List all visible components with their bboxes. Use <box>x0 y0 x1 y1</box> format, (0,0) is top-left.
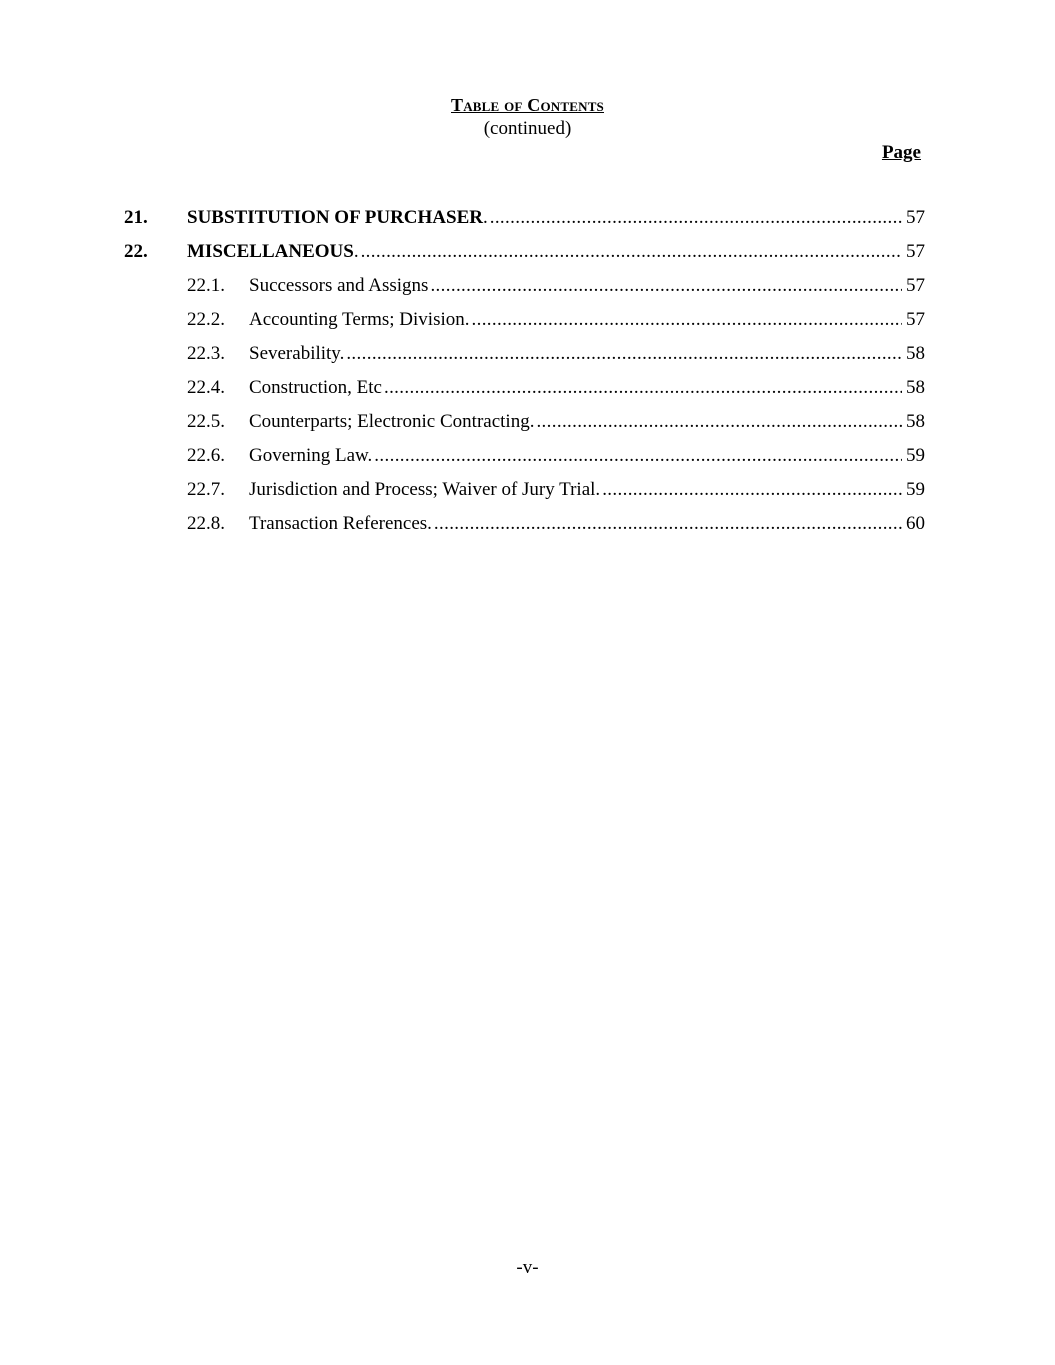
toc-entry-22-6[interactable] <box>0 443 1055 469</box>
toc-entry-number: 22.1. <box>187 275 225 296</box>
dot-leader <box>490 205 902 231</box>
toc-entry-22-8[interactable] <box>0 511 1055 537</box>
toc-entry-title: Counterparts; Electronic Contracting. <box>249 411 535 432</box>
toc-entry-title: MISCELLANEOUS <box>187 241 354 262</box>
toc-entry-page: 57 <box>906 309 925 330</box>
toc-entry-title: Severability. <box>249 343 345 364</box>
toc-entry-page: 58 <box>906 377 925 398</box>
toc-entry-page: 59 <box>906 445 925 466</box>
dot-leader <box>430 273 902 299</box>
dot-leader <box>361 239 902 265</box>
toc-entry-title: Jurisdiction and Process; Waiver of Jury Trial. <box>249 479 601 500</box>
toc-entry-22-3[interactable] <box>0 341 1055 367</box>
page-column-label: Page <box>881 142 921 163</box>
dot-leader <box>536 409 902 435</box>
toc-entry-number: 22.7. <box>187 479 225 500</box>
toc-entry-22[interactable] <box>0 239 1055 265</box>
toc-entry-title: Governing Law. <box>249 445 373 466</box>
toc-entry-title: Accounting Terms; Division. <box>249 309 470 330</box>
toc-entry-number: 21. <box>124 207 148 228</box>
toc-entry-number: 22.8. <box>187 513 225 534</box>
dot-leader <box>434 511 902 537</box>
toc-entry-number: 22.6. <box>187 445 225 466</box>
toc-entry-number: 22.5. <box>187 411 225 432</box>
toc-entry-page: 59 <box>906 479 925 500</box>
toc-entry-number: 22. <box>124 241 148 262</box>
toc-entry-number: 22.4. <box>187 377 225 398</box>
toc-entry-22-7[interactable] <box>0 477 1055 503</box>
toc-title: Table of Contents <box>451 95 604 115</box>
toc-subtitle: (continued) <box>483 118 572 139</box>
toc-entry-page: 58 <box>906 343 925 364</box>
toc-entry-page: 57 <box>906 275 925 296</box>
toc-entry-21[interactable] <box>0 205 1055 231</box>
toc-entry-22-2[interactable] <box>0 307 1055 333</box>
toc-entry-22-4[interactable] <box>0 375 1055 401</box>
toc-entry-page: 57 <box>906 207 925 228</box>
toc-entry-title: Construction, Etc <box>249 377 382 398</box>
dot-leader <box>472 307 903 333</box>
toc-entry-number: 22.3. <box>187 343 225 364</box>
dot-leader <box>374 443 902 469</box>
toc-entry-22-1[interactable] <box>0 273 1055 299</box>
toc-entry-title: Transaction References. <box>249 513 432 534</box>
toc-entry-page: 57 <box>906 241 925 262</box>
toc-entry-number: 22.2. <box>187 309 225 330</box>
toc-entry-title-suffix: . <box>482 207 488 228</box>
page-number-footer: -v- <box>516 1257 539 1278</box>
toc-entry-page: 60 <box>906 513 925 534</box>
toc-entry-page: 58 <box>906 411 925 432</box>
toc-entry-title: SUBSTITUTION OF PURCHASER <box>187 207 483 228</box>
dot-leader <box>602 477 902 503</box>
dot-leader <box>384 375 902 401</box>
toc-heading <box>0 94 1055 140</box>
toc-entry-title-suffix: . <box>353 241 359 262</box>
toc-entry-title: Successors and Assigns <box>249 275 429 296</box>
dot-leader <box>346 341 902 367</box>
toc-entry-22-5[interactable] <box>0 409 1055 435</box>
